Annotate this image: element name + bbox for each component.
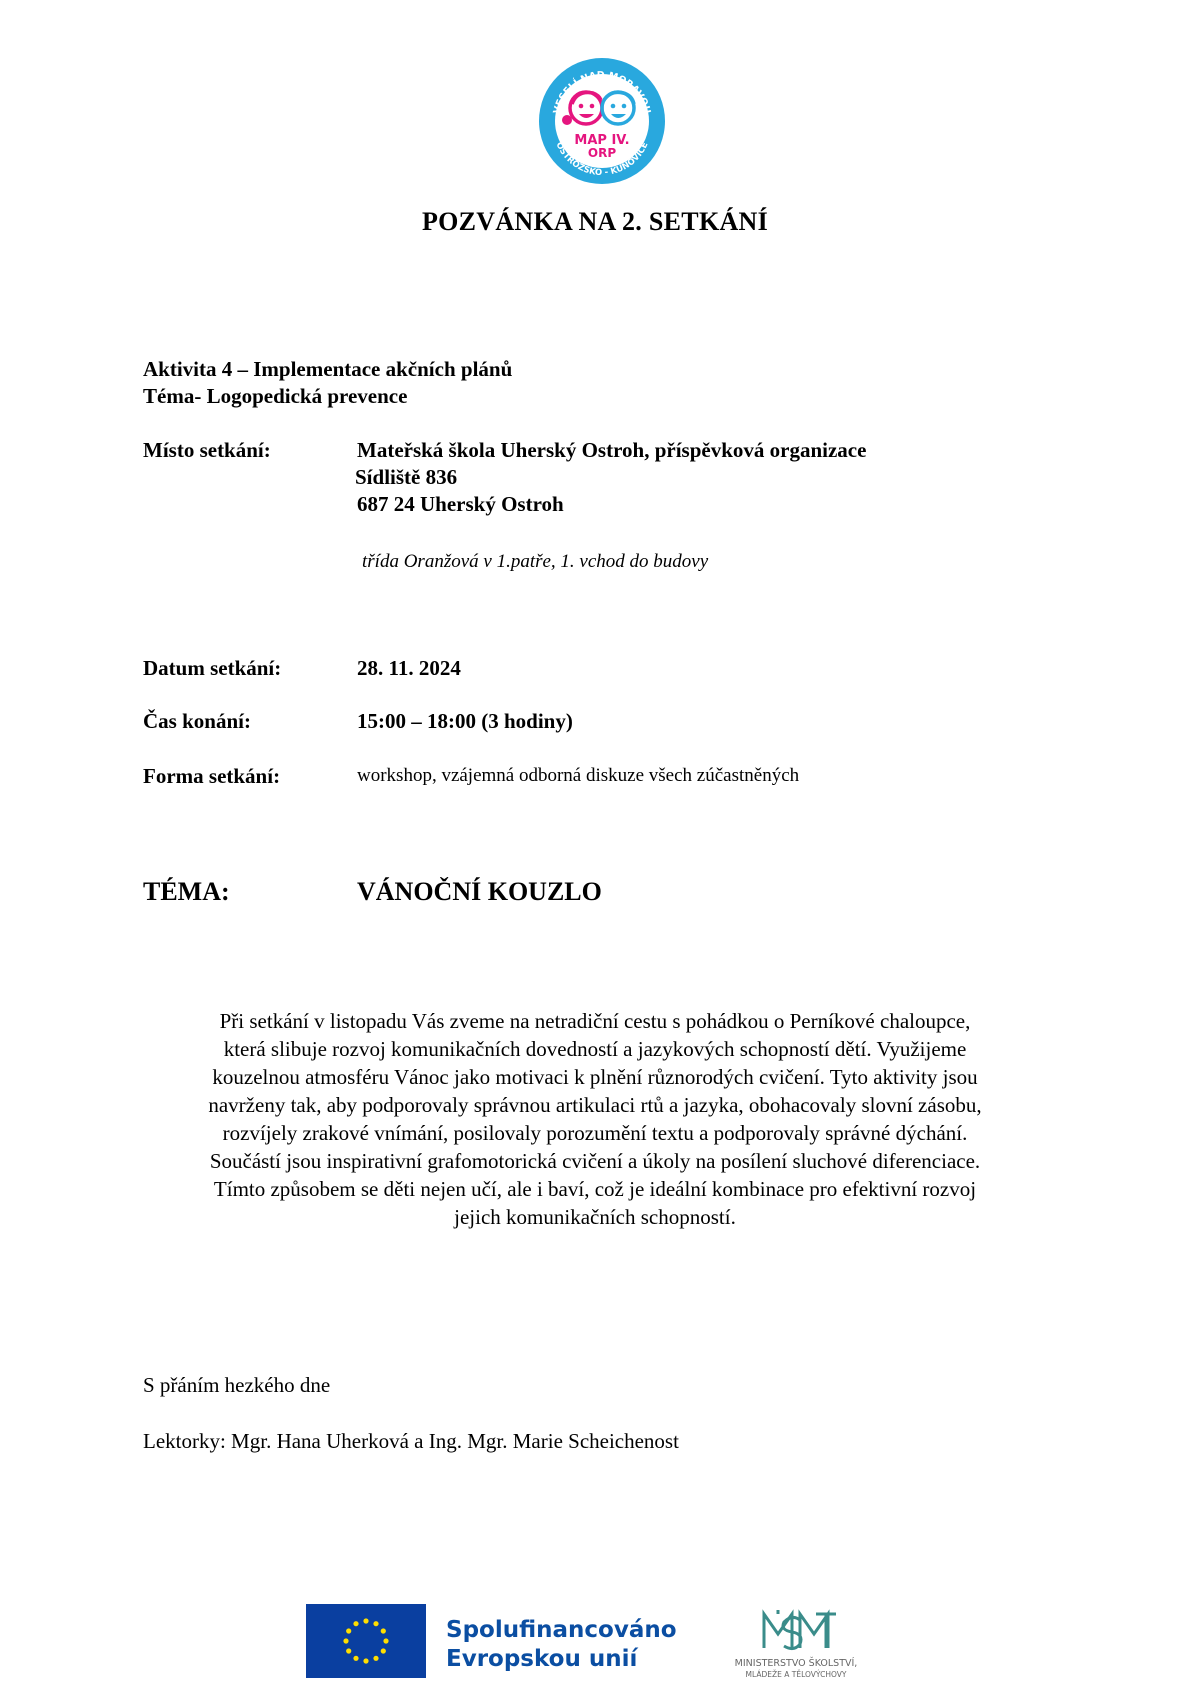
eu-cofunding-logo xyxy=(306,1604,676,1678)
date-label: Datum setkání: xyxy=(143,656,282,680)
logo-orp-text: ORP xyxy=(587,146,617,160)
time-label: Čas konání: xyxy=(143,709,251,733)
form-label: Forma setkání: xyxy=(143,764,281,788)
place-name: Mateřská škola Uherský Ostroh, příspěvková organizace xyxy=(357,438,867,462)
activity-line: Aktivita 4 – Implementace akčních plánů xyxy=(143,357,513,381)
place-street: Sídliště 836 xyxy=(355,465,458,489)
eu-flag-icon xyxy=(306,1604,426,1678)
logo-top-text: VESELÍ NAD MORAVOU xyxy=(551,69,653,115)
description-line: Při setkání v listopadu Vás zveme na netradiční cestu s pohádkou o Perníkové chaloupce, xyxy=(219,1009,971,1033)
msmt-emblem-icon xyxy=(764,1610,836,1649)
place-note: třída Oranžová v 1.patře, 1. vchod do budovy xyxy=(362,551,709,572)
msmt-logo xyxy=(716,1606,876,1684)
eu-text-line2: Evropskou unií xyxy=(446,1646,638,1672)
form-value: workshop, vzájemná odborná diskuze všech zúčastněných xyxy=(357,765,800,786)
theme-label: TÉMA: xyxy=(143,877,230,906)
description-line: Tímto způsobem se děti nejen učí, ale i baví, což je ideální kombinace pro efektivní rozvoj xyxy=(213,1177,977,1201)
place-city: 687 24 Uherský Ostroh xyxy=(357,492,564,516)
msmt-text-line2: MLÁDEŽE A TĚLOVÝCHOVY xyxy=(745,1670,847,1679)
date-value: 28. 11. 2024 xyxy=(357,656,461,680)
greeting: S přáním hezkého dne xyxy=(143,1373,331,1397)
page-title: POZVÁNKA NA 2. SETKÁNÍ xyxy=(421,207,769,236)
logo-bottom-text: OSTROŽSKO - KUNOVICE xyxy=(553,140,651,179)
msmt-text-line1: MINISTERSTVO ŠKOLSTVÍ, xyxy=(734,1658,858,1669)
theme-value: VÁNOČNÍ KOUZLO xyxy=(357,877,602,906)
lecturers: Lektorky: Mgr. Hana Uherková a Ing. Mgr. Marie Scheichenost xyxy=(143,1429,679,1453)
description-line: kouzelnou atmosféru Vánoc jako motivaci k plnění různorodých cvičení. Tyto aktivity jsou xyxy=(212,1065,978,1089)
map-logo xyxy=(537,56,667,186)
time-value: 15:00 – 18:00 (3 hodiny) xyxy=(357,709,573,733)
description xyxy=(150,1007,1040,1231)
description-line: rozvíjely zrakové vnímání, posilovaly porozumění textu a podporovaly správné dýchání. xyxy=(222,1121,968,1145)
description-line: Součástí jsou inspirativní grafomotorická cvičení a úkoly na posílení sluchové diferenciace. xyxy=(209,1149,981,1173)
topic-line: Téma- Logopedická prevence xyxy=(143,384,408,408)
description-line: navrženy tak, aby podporovaly správnou artikulaci rtů a jazyka, obohacovaly slovní zásobu, xyxy=(208,1093,982,1117)
description-line: která slibuje rozvoj komunikačních dovedností a jazykových schopností dětí. Využijeme xyxy=(223,1037,967,1061)
place-label: Místo setkání: xyxy=(143,438,271,462)
description-line: jejich komunikačních schopností. xyxy=(454,1205,736,1229)
eu-text-line1: Spolufinancováno xyxy=(446,1617,676,1643)
logo-map-text: MAP IV. xyxy=(574,133,630,148)
